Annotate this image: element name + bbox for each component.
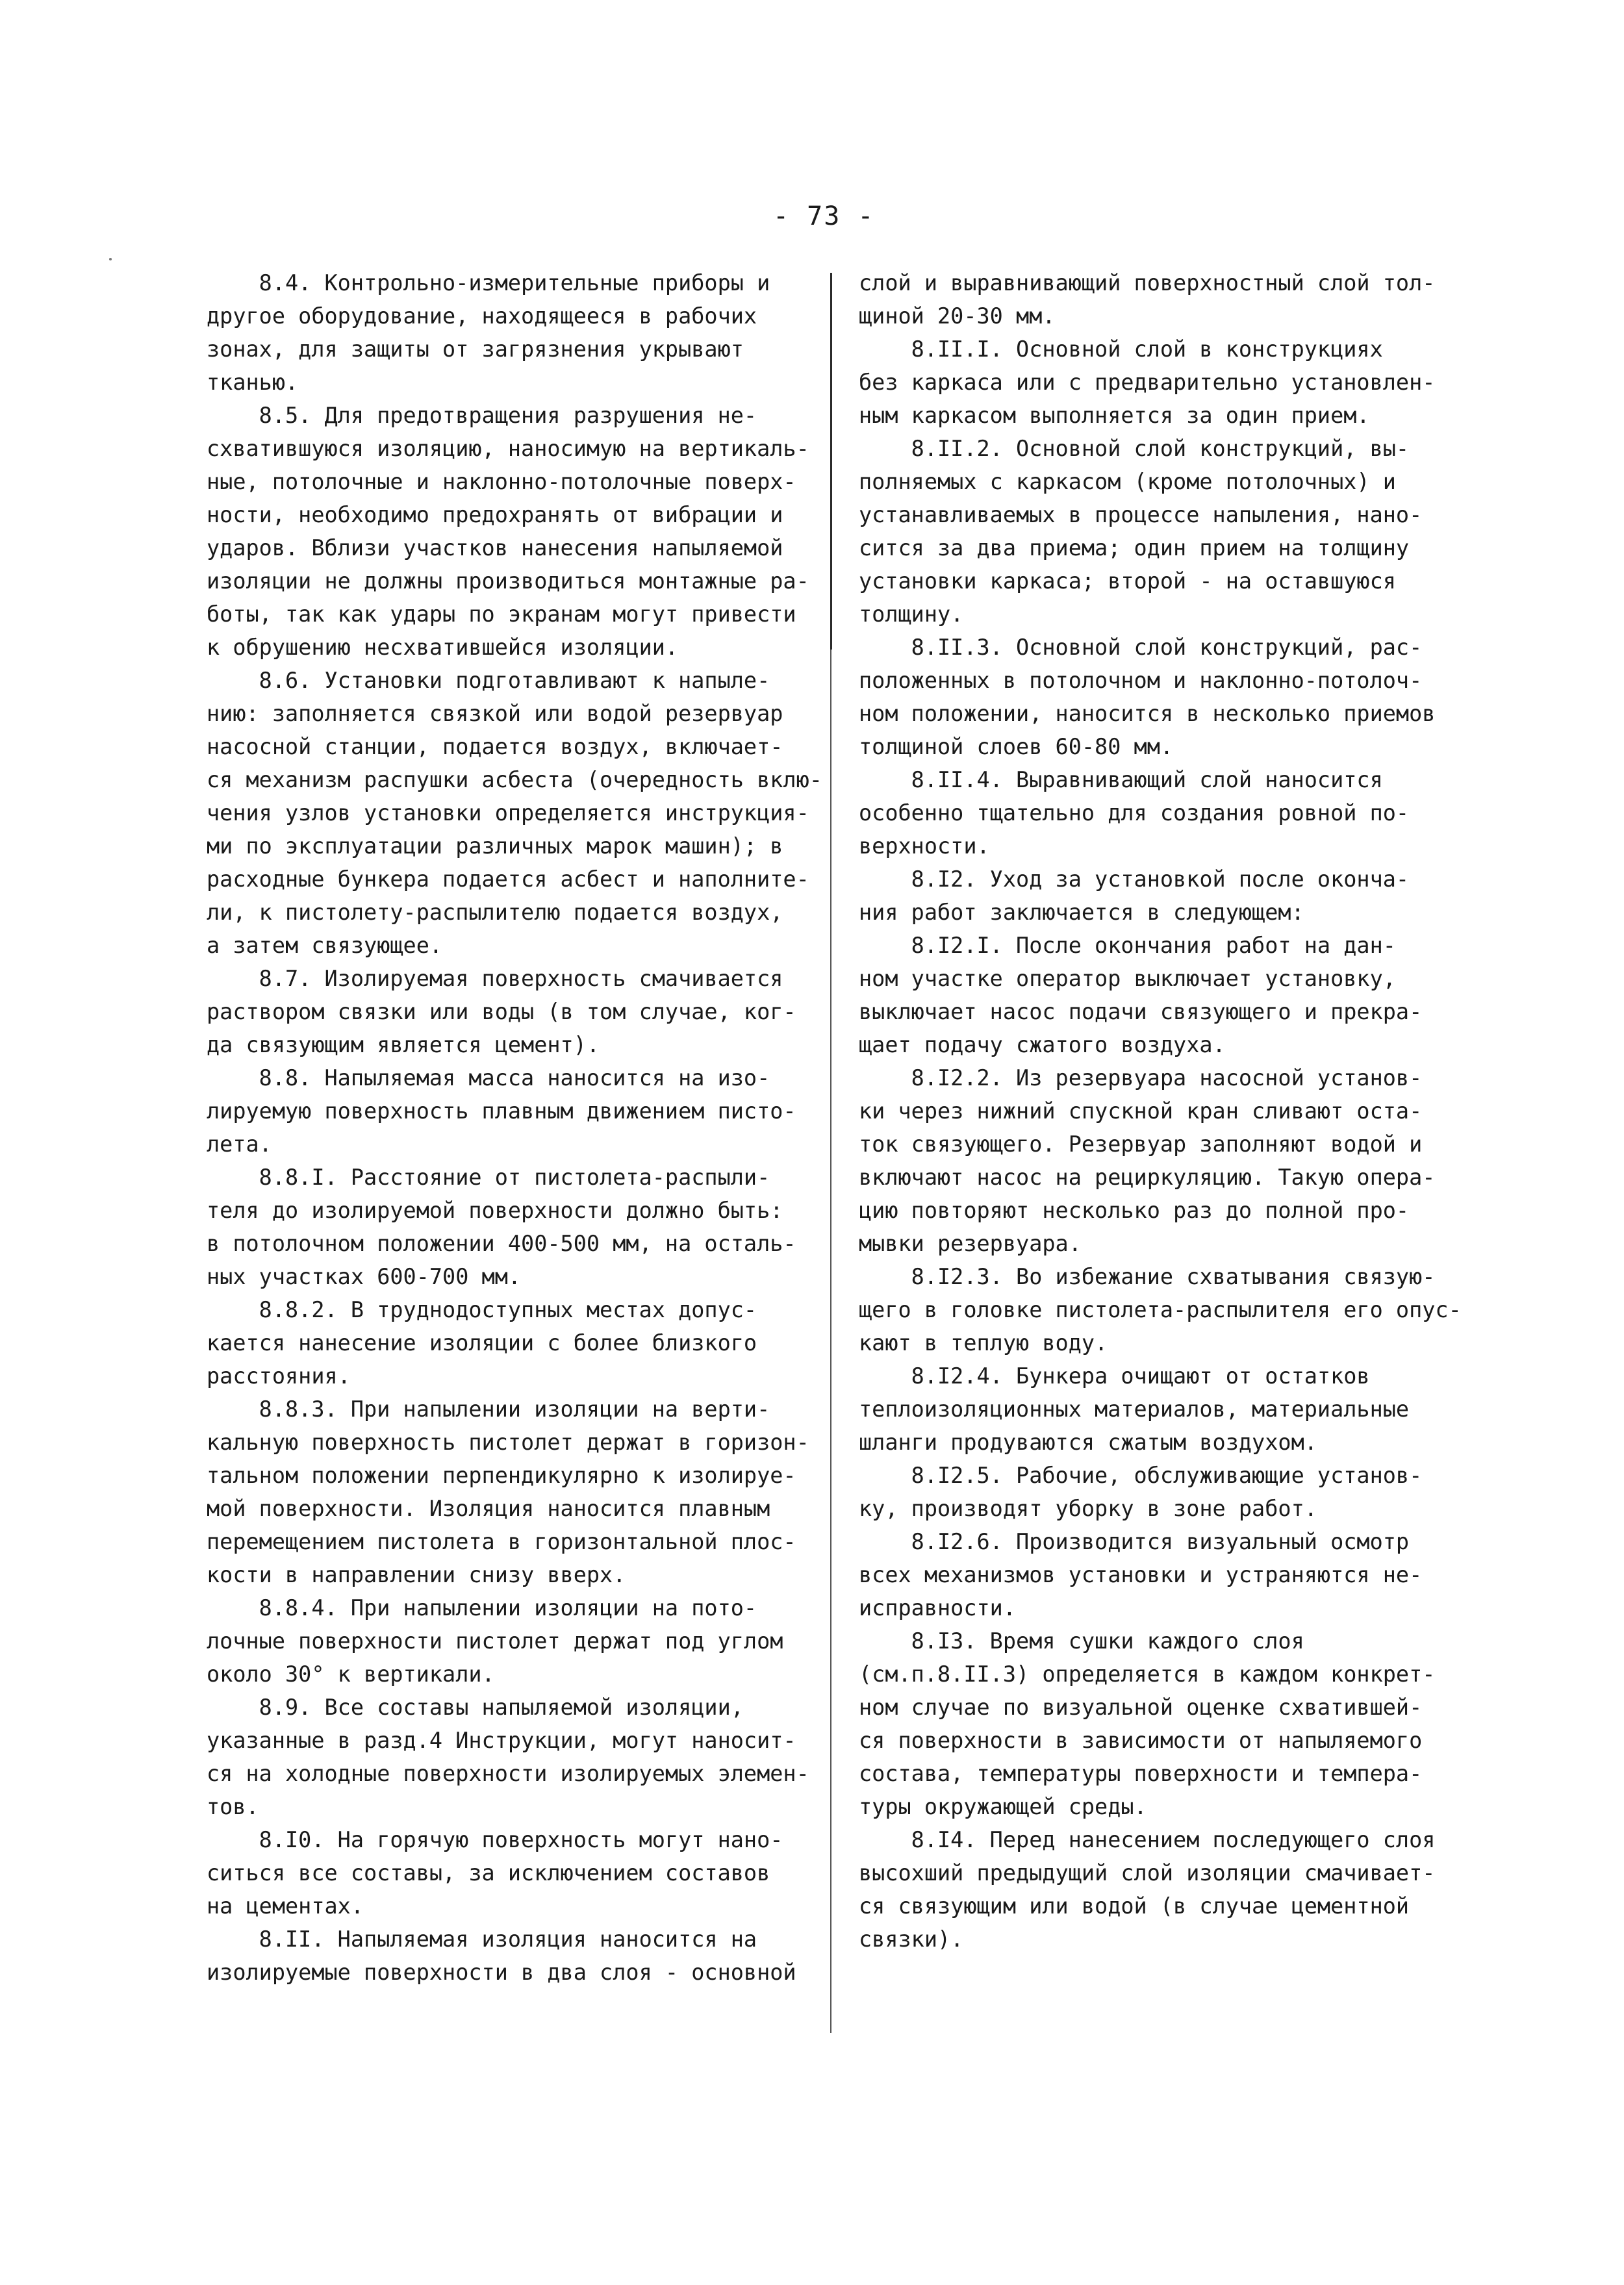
text-line: мой поверхности. Изоляция наносится плавным: [207, 1496, 770, 1521]
text-line: 8.II.2. Основной слой конструкций, вы-: [859, 436, 1410, 461]
paragraph: [859, 1061, 1499, 1260]
text-line: ся на холодные поверхности изолируемых элемен-: [207, 1761, 809, 1786]
text-line: расходные бункера подается асбест и наполните-: [207, 866, 809, 892]
paragraph: [207, 1161, 820, 1293]
text-line: устанавливаемых в процессе напыления, нано-: [859, 502, 1423, 527]
paragraph: [859, 432, 1499, 631]
text-line: ния работ заключается в следующем:: [859, 900, 1304, 925]
text-line: другое оборудование, находящееся в рабочих: [207, 303, 757, 329]
paragraph: [859, 1260, 1499, 1359]
text-line: ми по эксплуатации различных марок машин); в: [207, 833, 783, 859]
text-line: насосной станции, подается воздух, включает-: [207, 734, 783, 759]
text-line: 8.II.4. Выравнивающий слой наносится: [859, 767, 1383, 792]
text-line: а затем связующее.: [207, 933, 443, 958]
text-line: ные, потолочные и наклонно-потолочные поверх-: [207, 469, 796, 494]
text-line: шланги продуваются сжатым воздухом.: [859, 1430, 1317, 1455]
text-line: ситься все составы, за исключением составов: [207, 1860, 770, 1886]
paragraph: [859, 333, 1499, 432]
text-line: особенно тщательно для создания ровной по-: [859, 800, 1410, 826]
text-line: слой и выравнивающий поверхностный слой тол-: [859, 270, 1436, 296]
text-line: ся связующим или водой (в случае цементной: [859, 1893, 1410, 1919]
paragraph: [859, 1525, 1499, 1624]
paragraph: [859, 631, 1499, 763]
text-line: изолируемые поверхности в два слоя - основной: [207, 1960, 796, 1985]
text-line: 8.8.I. Расстояние от пистолета-распыли-: [207, 1165, 770, 1190]
column-divider-bottom: [830, 1299, 831, 2033]
text-line: щает подачу сжатого воздуха.: [859, 1032, 1226, 1057]
text-line: 8.6. Установки подготавливают к напыле-: [207, 668, 770, 693]
text-line: 8.I4. Перед нанесением последующего слоя: [859, 1827, 1436, 1852]
text-line: к обрушению несхватившейся изоляции.: [207, 635, 679, 660]
column-divider-top: [830, 273, 832, 650]
text-line: тканью.: [207, 370, 299, 395]
text-line: тальном положении перпендикулярно к изолируе-: [207, 1463, 796, 1488]
paragraph: [859, 266, 1499, 333]
text-line: ном случае по визуальной оценке схватившей-: [859, 1695, 1423, 1720]
text-line: без каркаса или с предварительно установлен-: [859, 370, 1436, 395]
text-line: ных участках 600-700 мм.: [207, 1264, 522, 1289]
text-line: изоляции не должны производиться монтажные ра-: [207, 568, 809, 594]
text-line: 8.I2.I. После окончания работ на дан-: [859, 933, 1396, 958]
text-line: зонах, для защиты от загрязнения укрывают: [207, 336, 744, 362]
text-line: 8.4. Контрольно-измерительные приборы и: [207, 270, 770, 296]
text-line: тов.: [207, 1794, 259, 1819]
text-line: около 30° к вертикали.: [207, 1661, 495, 1687]
text-line: лируемую поверхность плавным движением писто-: [207, 1098, 796, 1124]
text-line: 8.8.2. В труднодоступных местах допус-: [207, 1297, 757, 1322]
text-line: (см.п.8.II.3) определяется в каждом конкрет-: [859, 1661, 1436, 1687]
paragraph: [207, 266, 820, 399]
text-line: нию: заполняется связкой или водой резервуар: [207, 701, 783, 726]
text-line: боты, так как удары по экранам могут привести: [207, 601, 796, 627]
text-line: 8.I0. На горячую поверхность могут нано-: [207, 1827, 783, 1852]
paragraph: [859, 1823, 1499, 1956]
text-line: теля до изолируемой поверхности должно быть:: [207, 1198, 783, 1223]
text-line: раствором связки или воды (в том случае, ког-: [207, 999, 796, 1024]
text-line: ки через нижний спускной кран сливают оста-: [859, 1098, 1423, 1124]
text-line: выключает насос подачи связующего и прекра-: [859, 999, 1423, 1024]
text-line: 8.8.4. При напылении изоляции на пото-: [207, 1595, 757, 1621]
text-line: 8.II. Напыляемая изоляция наносится на: [207, 1926, 757, 1952]
text-line: 8.I2.5. Рабочие, обслуживающие установ-: [859, 1463, 1423, 1488]
text-line: 8.II.I. Основной слой в конструкциях: [859, 336, 1383, 362]
text-line: 8.I2. Уход за установкой после оконча-: [859, 866, 1410, 892]
paragraph: [207, 1691, 820, 1823]
text-line: цию повторяют несколько раз до полной про-: [859, 1198, 1410, 1223]
text-line: сится за два приема; один прием на толщину: [859, 535, 1410, 561]
page-number: - 73 -: [773, 201, 875, 231]
paragraph: [207, 1393, 820, 1591]
text-line: лета.: [207, 1131, 272, 1157]
text-line: ударов. Вблизи участков нанесения напыляемой: [207, 535, 783, 561]
text-line: схватившуюся изоляцию, наносимую на вертикаль-: [207, 436, 809, 461]
text-line: мывки резервуара.: [859, 1231, 1082, 1256]
text-line: полняемых с каркасом (кроме потолочных) и: [859, 469, 1396, 494]
paragraph: [859, 763, 1499, 863]
paragraph: [859, 929, 1499, 1061]
text-line: ток связующего. Резервуар заполняют водой и: [859, 1131, 1423, 1157]
text-line: 8.I3. Время сушки каждого слоя: [859, 1628, 1304, 1654]
text-line: всех механизмов установки и устраняются не-: [859, 1562, 1423, 1587]
text-line: состава, температуры поверхности и темпера-: [859, 1761, 1423, 1786]
paragraph: [207, 399, 820, 664]
text-line: ности, необходимо предохранять от вибрации и: [207, 502, 783, 527]
text-line: кают в теплую воду.: [859, 1330, 1108, 1356]
text-line: 8.7. Изолируемая поверхность смачивается: [207, 966, 783, 991]
text-line: связки).: [859, 1926, 964, 1952]
text-line: исправности.: [859, 1595, 1017, 1621]
text-line: ным каркасом выполняется за один прием.: [859, 403, 1370, 428]
text-line: ли, к пистолету-распылителю подается воздух,: [207, 900, 783, 925]
text-line: указанные в разд.4 Инструкции, могут наносит-: [207, 1728, 796, 1753]
text-line: толщину.: [859, 601, 964, 627]
paragraph: [207, 1923, 820, 1989]
text-line: включают насос на рециркуляцию. Такую опера-: [859, 1165, 1436, 1190]
paragraph: [859, 1624, 1499, 1823]
text-line: да связующим является цемент).: [207, 1032, 600, 1057]
text-line: 8.II.3. Основной слой конструкций, рас-: [859, 635, 1423, 660]
text-line: толщиной слоев 60-80 мм.: [859, 734, 1174, 759]
text-line: перемещением пистолета в горизонтальной плос-: [207, 1529, 796, 1554]
paragraph: [207, 962, 820, 1061]
text-line: высохший предыдущий слой изоляции смачивает-: [859, 1860, 1436, 1886]
text-line: 8.I2.6. Производится визуальный осмотр: [859, 1529, 1410, 1554]
text-line: теплоизоляционных материалов, материальные: [859, 1396, 1410, 1422]
paragraph: [207, 1061, 820, 1161]
text-line: щего в головке пистолета-распылителя его опус-: [859, 1297, 1462, 1322]
text-line: 8.I2.2. Из резервуара насосной установ-: [859, 1065, 1423, 1091]
paragraph: [859, 1459, 1499, 1525]
paragraph: [207, 1293, 820, 1393]
paragraph: [859, 863, 1499, 929]
left-text-column: [207, 266, 820, 1989]
text-line: в потолочном положении 400-500 мм, на осталь-: [207, 1231, 796, 1256]
text-line: расстояния.: [207, 1363, 351, 1389]
text-line: 8.I2.3. Во избежание схватывания связую-: [859, 1264, 1436, 1289]
paragraph: [859, 1359, 1499, 1459]
text-line: лочные поверхности пистолет держат под углом: [207, 1628, 783, 1654]
text-line: 8.5. Для предотвращения разрушения не-: [207, 403, 757, 428]
text-line: установки каркаса; второй - на оставшуюся: [859, 568, 1396, 594]
text-line: туры окружающей среды.: [859, 1794, 1147, 1819]
text-line: ном участке оператор выключает установку,: [859, 966, 1396, 991]
text-line: положенных в потолочном и наклонно-потолоч-: [859, 668, 1423, 693]
text-line: кальную поверхность пистолет держат в горизон-: [207, 1430, 809, 1455]
text-line: щиной 20-30 мм.: [859, 303, 1056, 329]
scan-speck: [109, 258, 112, 260]
right-text-column: [859, 266, 1499, 1956]
text-line: кости в направлении снизу вверх.: [207, 1562, 626, 1587]
text-line: кается нанесение изоляции с более близкого: [207, 1330, 757, 1356]
column-divider-middle: [830, 650, 831, 1299]
text-line: ся механизм распушки асбеста (очередность вклю-: [207, 767, 822, 792]
text-line: на цементах.: [207, 1893, 364, 1919]
text-line: 8.9. Все составы напыляемой изоляции,: [207, 1695, 744, 1720]
text-line: 8.I2.4. Бункера очищают от остатков: [859, 1363, 1370, 1389]
paragraph: [207, 664, 820, 962]
text-line: ся поверхности в зависимости от напыляемого: [859, 1728, 1423, 1753]
text-line: верхности.: [859, 833, 990, 859]
text-line: 8.8. Напыляемая масса наносится на изо-: [207, 1065, 770, 1091]
text-line: ном положении, наносится в несколько приемов: [859, 701, 1436, 726]
paragraph: [207, 1591, 820, 1691]
text-line: 8.8.3. При напылении изоляции на верти-: [207, 1396, 770, 1422]
text-line: ку, производят уборку в зоне работ.: [859, 1496, 1317, 1521]
paragraph: [207, 1823, 820, 1923]
text-line: чения узлов установки определяется инструкция-: [207, 800, 809, 826]
